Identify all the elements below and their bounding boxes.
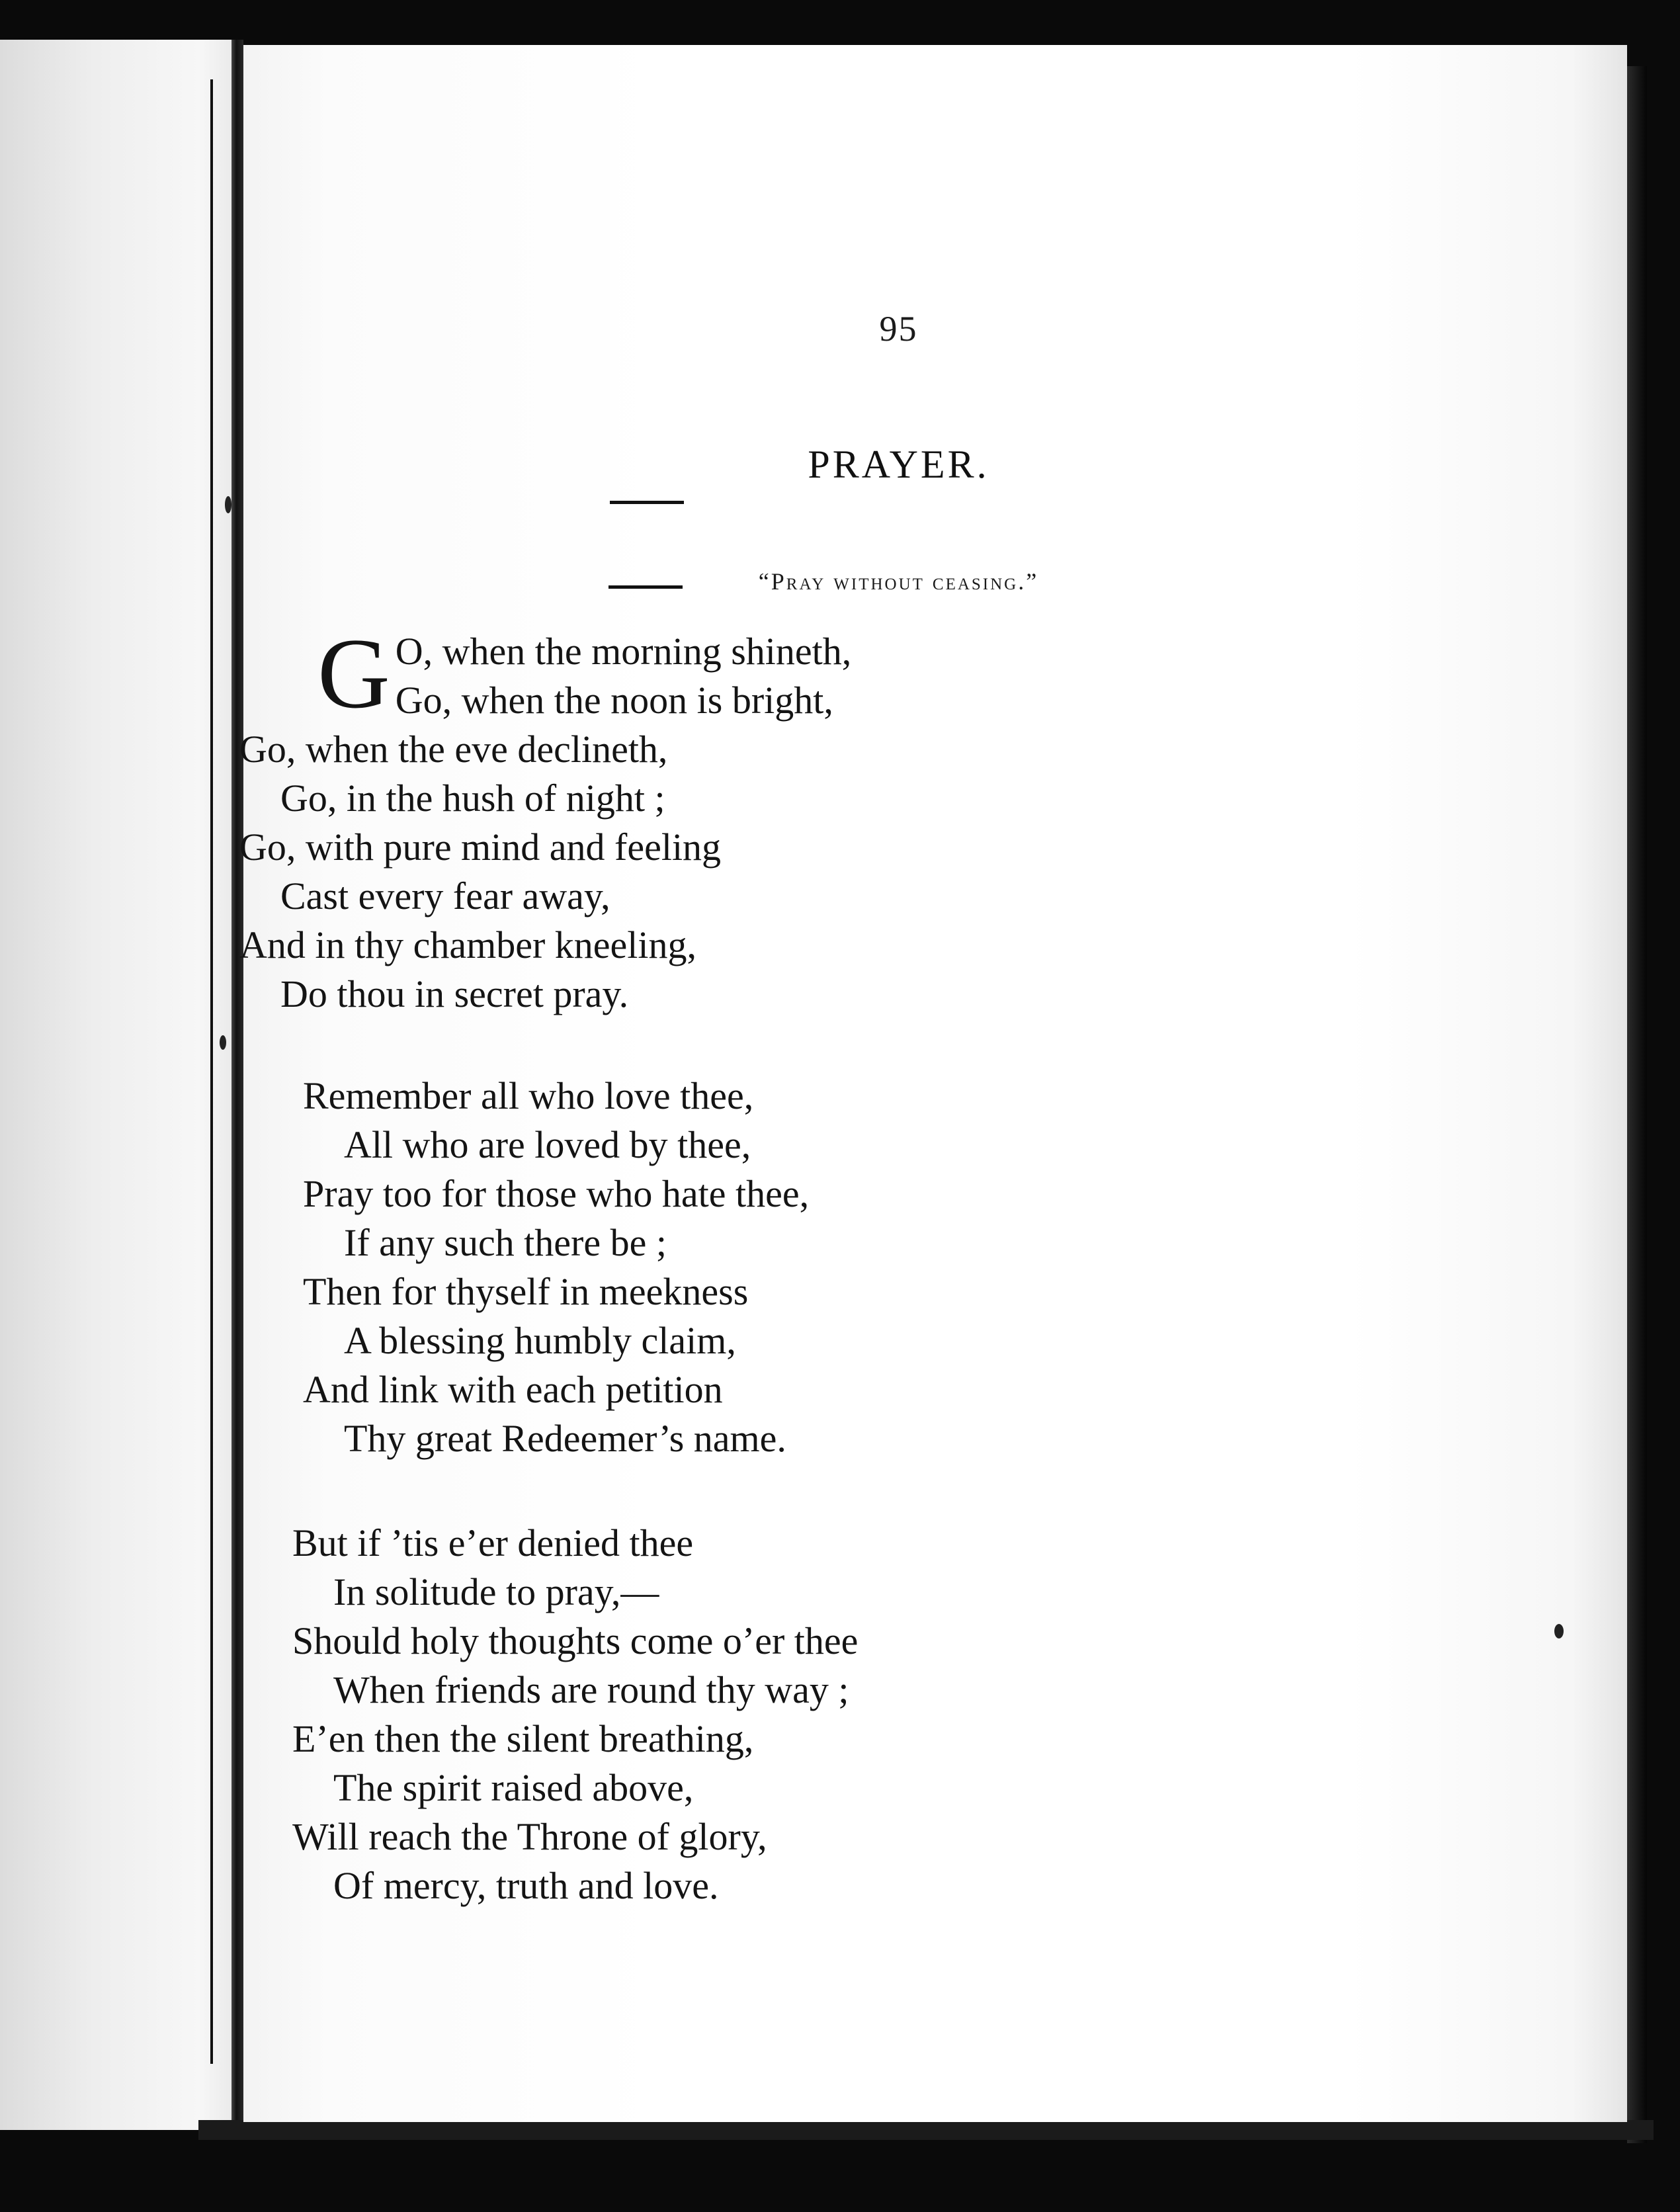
poem-line: Cast every fear away, bbox=[280, 874, 610, 917]
page-right-edge bbox=[1627, 66, 1647, 2143]
scan-speck bbox=[225, 496, 231, 513]
poem-line: In solitude to pray,— bbox=[333, 1570, 659, 1613]
poem-line: If any such there be ; bbox=[344, 1221, 667, 1264]
poem-title: PRAYER. bbox=[808, 443, 989, 486]
stanza-3 bbox=[292, 1519, 858, 1910]
poem-line: But if ’tis e’er denied thee bbox=[292, 1521, 694, 1564]
poem-line: Go, when the noon is bright, bbox=[395, 679, 833, 722]
poem-line: Go, in the hush of night ; bbox=[280, 777, 665, 820]
poem-line: The spirit raised above, bbox=[333, 1766, 694, 1809]
epigraph: “Pray without ceasing.” bbox=[758, 568, 1039, 595]
poem-line: Go, with pure mind and feeling bbox=[239, 826, 722, 869]
stanza-1 bbox=[239, 618, 852, 1019]
poem-line: Pray too for those who hate thee, bbox=[303, 1172, 810, 1215]
poem-line: All who are loved by thee, bbox=[344, 1123, 751, 1166]
poem-line: Do thou in secret pray. bbox=[280, 972, 629, 1015]
book-gutter bbox=[231, 40, 243, 2130]
poem-line: E’en then the silent breathing, bbox=[292, 1717, 754, 1760]
binding-line bbox=[210, 79, 213, 2064]
title-rule-bottom bbox=[609, 585, 683, 589]
poem-line: And link with each petition bbox=[303, 1368, 723, 1411]
page-bottom-edge bbox=[198, 2120, 1654, 2140]
stanza-2 bbox=[303, 1072, 809, 1463]
facing-page-edge bbox=[0, 40, 235, 2130]
poem-line: O, when the morning shineth, bbox=[395, 630, 852, 673]
poem-line: Remember all who love thee, bbox=[303, 1074, 754, 1117]
poem-line: Thy great Redeemer’s name. bbox=[344, 1417, 786, 1460]
title-rule-top bbox=[610, 501, 684, 504]
poem-line: When friends are round thy way ; bbox=[333, 1668, 849, 1711]
scan-speck bbox=[1554, 1624, 1564, 1638]
page-number: 95 bbox=[879, 309, 918, 349]
poem-line: Go, when the eve declineth, bbox=[239, 728, 668, 771]
drop-cap: G bbox=[317, 618, 390, 729]
poem-line: Should holy thoughts come o’er thee bbox=[292, 1619, 859, 1662]
poem-line: A blessing humbly claim, bbox=[344, 1319, 736, 1362]
scan-speck bbox=[220, 1035, 226, 1050]
poem-line: Will reach the Throne of glory, bbox=[292, 1815, 767, 1858]
poem-line: And in thy chamber kneeling, bbox=[239, 923, 696, 966]
poem-line: Of mercy, truth and love. bbox=[333, 1864, 719, 1907]
poem-line: Then for thyself in meekness bbox=[303, 1270, 749, 1313]
